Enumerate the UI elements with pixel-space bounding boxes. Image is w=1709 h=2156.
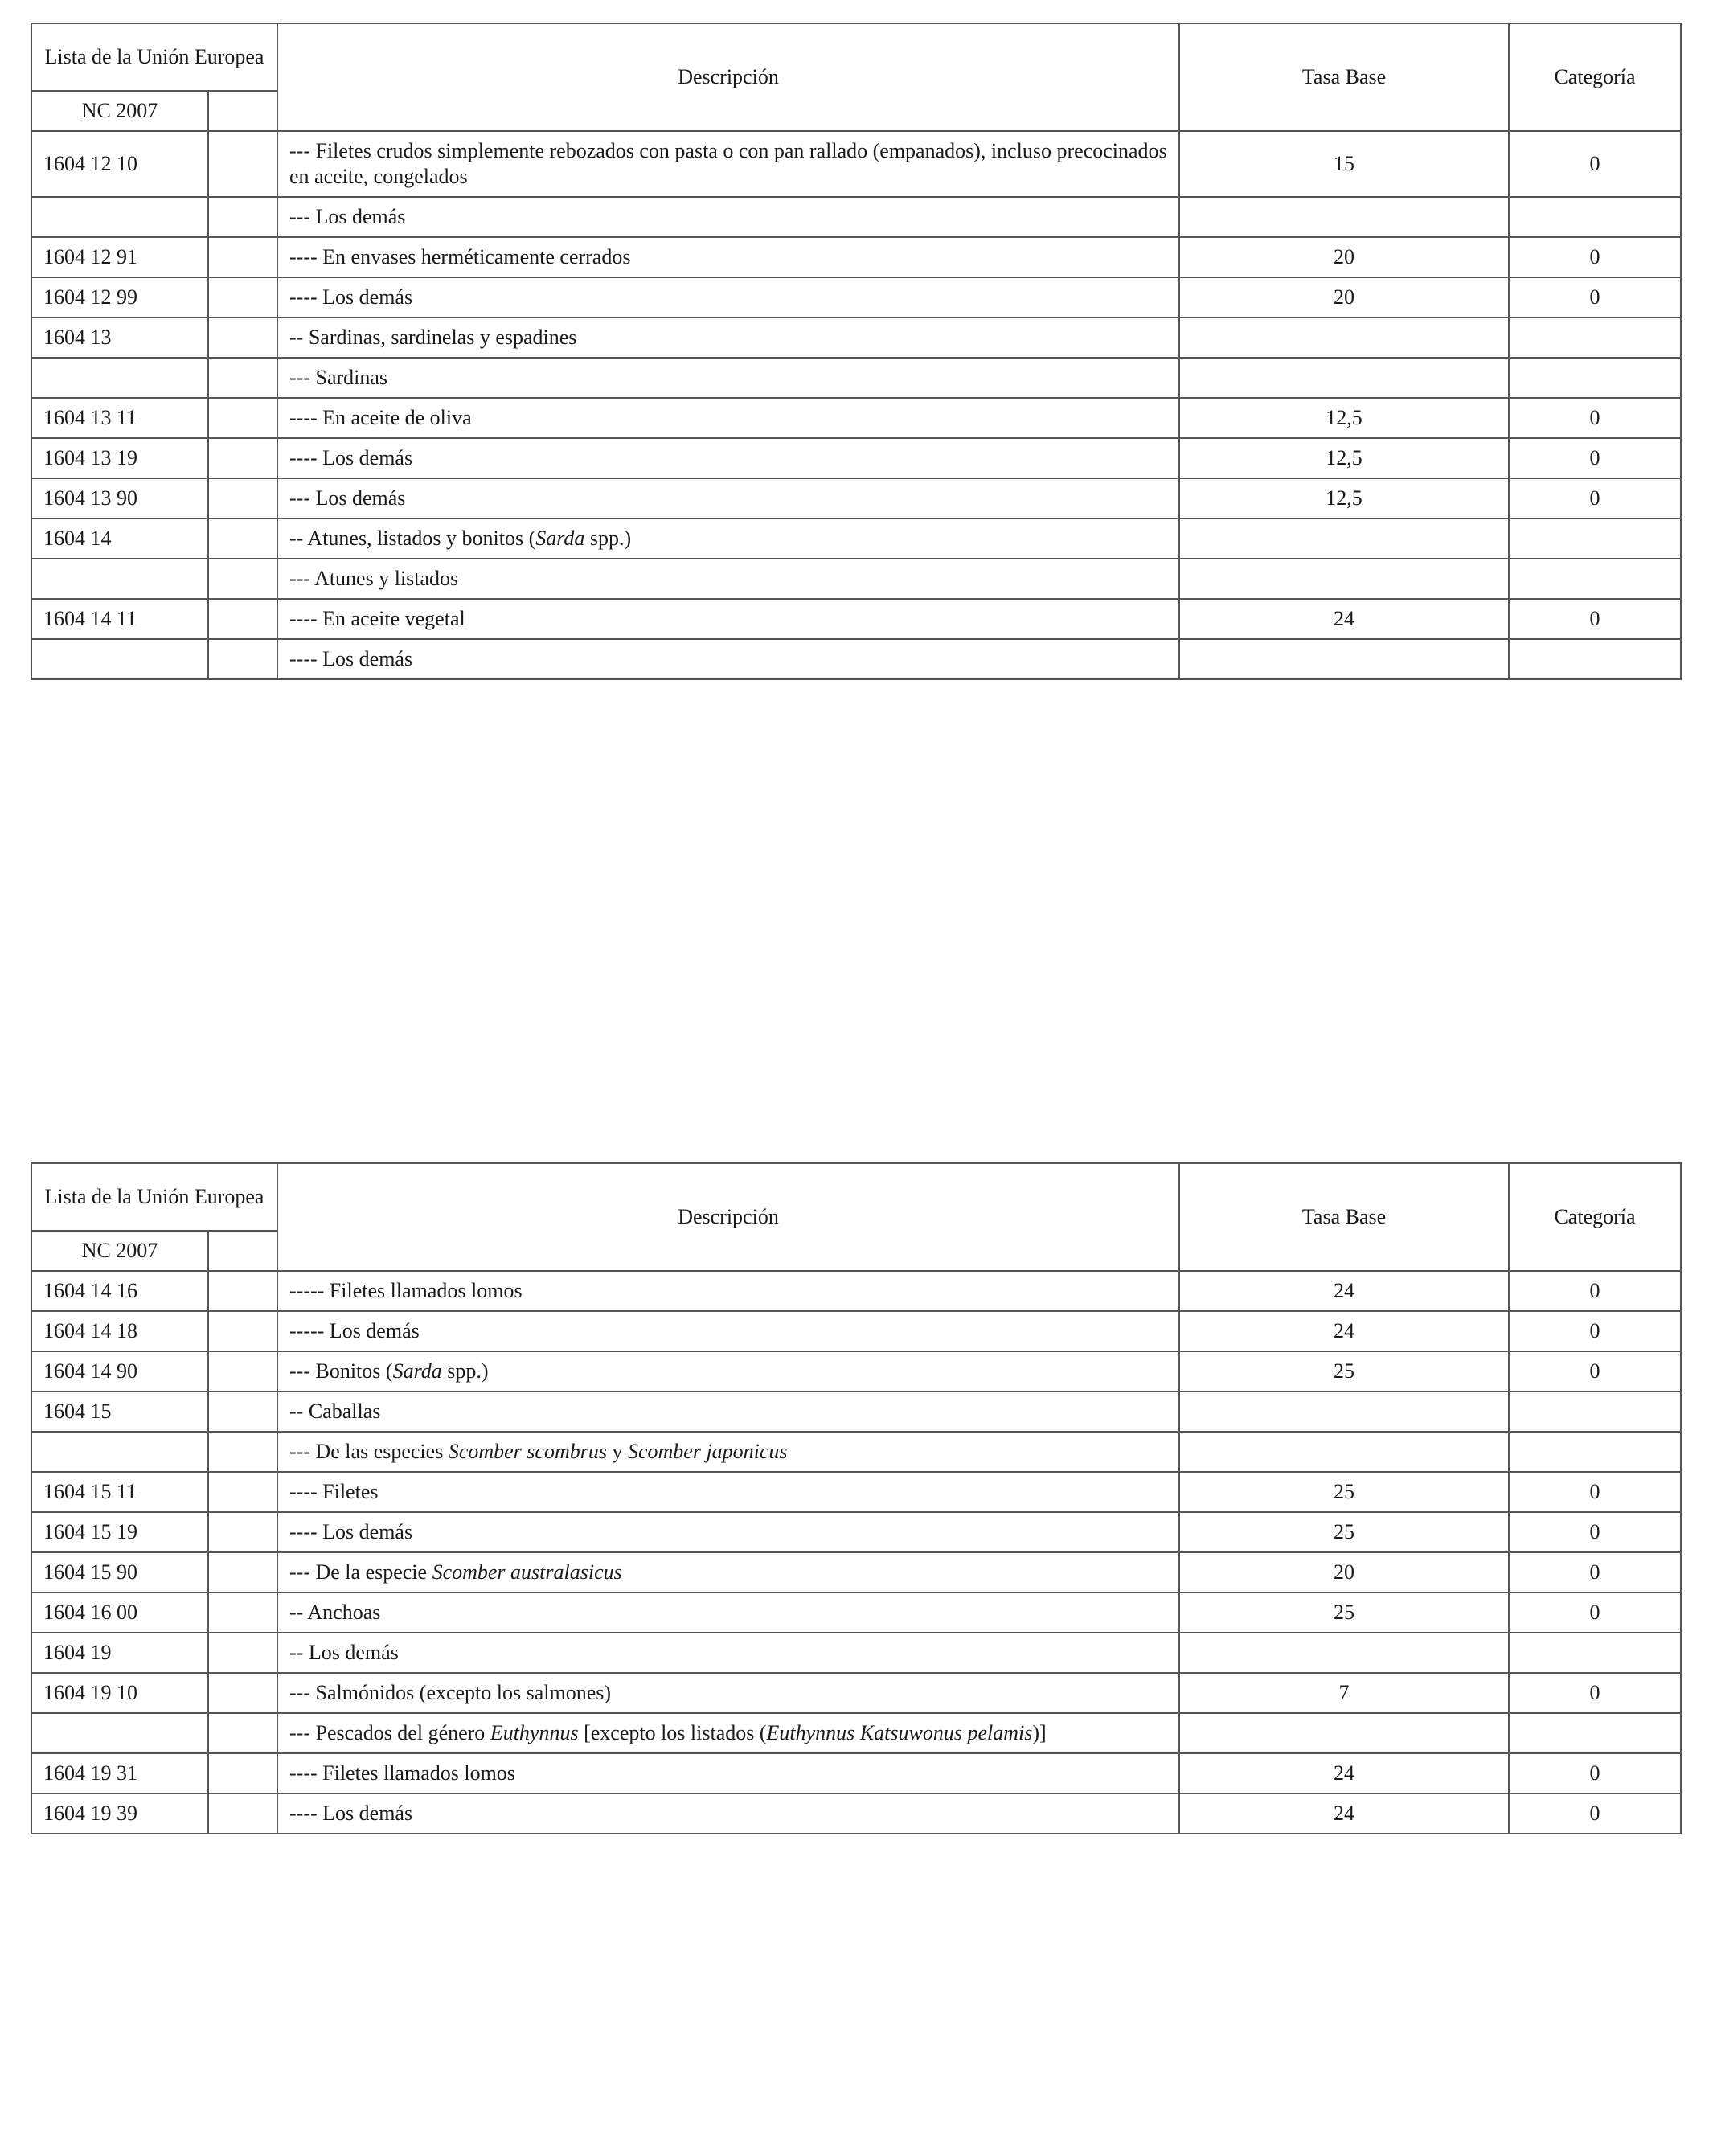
category-cell: 0 <box>1509 277 1681 318</box>
nc-code-cell <box>31 639 208 679</box>
table-row <box>31 1713 1681 1753</box>
category-cell: 0 <box>1509 478 1681 519</box>
description-cell <box>277 1512 1179 1552</box>
category-cell: 0 <box>1509 1311 1681 1351</box>
description-text: spp.) <box>584 527 632 550</box>
description-text: ---- Los demás <box>289 1520 413 1543</box>
table-row <box>31 1633 1681 1673</box>
nc-code-cell: 1604 13 <box>31 318 208 358</box>
sub-code-cell <box>208 559 277 599</box>
description-italic-text: Scomber japonicus <box>627 1440 788 1463</box>
description-cell <box>277 1753 1179 1793</box>
tariff-table-2-body <box>31 1163 1681 1834</box>
description-text: --- Bonitos ( <box>289 1359 393 1383</box>
nc-code-cell: 1604 14 <box>31 519 208 559</box>
nc-code-cell: 1604 13 90 <box>31 478 208 519</box>
description-italic-text: Euthynnus Katsuwonus pelamis <box>766 1721 1033 1744</box>
header-union-list: Lista de la Unión Europea <box>31 1163 277 1231</box>
description-text: ---- Los demás <box>289 446 413 469</box>
nc-code-cell: 1604 19 31 <box>31 1753 208 1793</box>
nc-code-cell: 1604 15 19 <box>31 1512 208 1552</box>
table-row <box>31 639 1681 679</box>
base-rate-cell: 24 <box>1179 1311 1509 1351</box>
description-text: )] <box>1032 1721 1047 1744</box>
category-cell: 0 <box>1509 1753 1681 1793</box>
header-category: Categoría <box>1509 23 1681 131</box>
sub-code-cell <box>208 519 277 559</box>
nc-code-cell: 1604 14 16 <box>31 1271 208 1311</box>
description-cell <box>277 438 1179 478</box>
table-row <box>31 398 1681 438</box>
description-text: --- Filetes crudos simplemente rebozados con pasta o con pan rallado (empanados), incluso precocinados en aceite, congelados <box>289 139 1167 188</box>
base-rate-cell <box>1179 1633 1509 1673</box>
nc-code-cell: 1604 13 19 <box>31 438 208 478</box>
base-rate-cell: 12,5 <box>1179 398 1509 438</box>
description-cell <box>277 639 1179 679</box>
nc-code-cell <box>31 197 208 237</box>
description-italic-text: Scomber australasicus <box>432 1560 622 1584</box>
base-rate-cell <box>1179 519 1509 559</box>
category-cell <box>1509 1633 1681 1673</box>
nc-code-cell: 1604 14 18 <box>31 1311 208 1351</box>
description-cell <box>277 1311 1179 1351</box>
nc-code-cell <box>31 358 208 398</box>
base-rate-cell: 25 <box>1179 1472 1509 1512</box>
table-row <box>31 131 1681 197</box>
nc-code-cell: 1604 12 99 <box>31 277 208 318</box>
header-blank-cell <box>208 91 277 131</box>
description-cell <box>277 1793 1179 1834</box>
category-cell <box>1509 358 1681 398</box>
category-cell: 0 <box>1509 237 1681 277</box>
nc-code-cell: 1604 19 39 <box>31 1793 208 1834</box>
category-cell <box>1509 519 1681 559</box>
sub-code-cell <box>208 1351 277 1392</box>
description-text: ----- Los demás <box>289 1319 420 1342</box>
header-row <box>31 1163 1681 1231</box>
category-cell <box>1509 639 1681 679</box>
category-cell: 0 <box>1509 1592 1681 1633</box>
table-row <box>31 1311 1681 1351</box>
category-cell: 0 <box>1509 398 1681 438</box>
sub-code-cell <box>208 1432 277 1472</box>
description-cell <box>277 478 1179 519</box>
description-text: -- Anchoas <box>289 1601 381 1624</box>
table-row <box>31 318 1681 358</box>
header-blank-cell <box>208 1231 277 1271</box>
description-text: -- Sardinas, sardinelas y espadines <box>289 326 577 349</box>
description-cell <box>277 599 1179 639</box>
table-row <box>31 1793 1681 1834</box>
description-italic-text: Scomber scombrus <box>448 1440 607 1463</box>
description-italic-text: Euthynnus <box>490 1721 579 1744</box>
description-text: ---- En aceite vegetal <box>289 607 465 630</box>
description-cell <box>277 1713 1179 1753</box>
sub-code-cell <box>208 277 277 318</box>
nc-code-cell <box>31 1713 208 1753</box>
base-rate-cell: 15 <box>1179 131 1509 197</box>
description-text: --- De la especie <box>289 1560 432 1584</box>
base-rate-cell <box>1179 559 1509 599</box>
nc-code-cell <box>31 559 208 599</box>
nc-code-cell: 1604 15 90 <box>31 1552 208 1592</box>
description-text: ---- Filetes <box>289 1480 379 1503</box>
description-text: ---- Los demás <box>289 285 413 309</box>
description-cell <box>277 559 1179 599</box>
sub-code-cell <box>208 1713 277 1753</box>
category-cell: 0 <box>1509 1793 1681 1834</box>
sub-code-cell <box>208 197 277 237</box>
header-row <box>31 23 1681 91</box>
sub-code-cell <box>208 1472 277 1512</box>
description-cell <box>277 237 1179 277</box>
sub-code-cell <box>208 1552 277 1592</box>
description-cell <box>277 398 1179 438</box>
description-text: spp.) <box>441 1359 489 1383</box>
nc-code-cell: 1604 15 <box>31 1392 208 1432</box>
category-cell <box>1509 559 1681 599</box>
category-cell: 0 <box>1509 1512 1681 1552</box>
description-text: ---- En envases herméticamente cerrados <box>289 245 631 268</box>
base-rate-cell: 25 <box>1179 1351 1509 1392</box>
category-cell <box>1509 197 1681 237</box>
category-cell: 0 <box>1509 1673 1681 1713</box>
tariff-table-1-body <box>31 23 1681 679</box>
description-text: y <box>606 1440 628 1463</box>
table-row <box>31 1552 1681 1592</box>
header-nc-2007: NC 2007 <box>31 1231 208 1271</box>
description-cell <box>277 318 1179 358</box>
nc-code-cell: 1604 12 91 <box>31 237 208 277</box>
sub-code-cell <box>208 1673 277 1713</box>
base-rate-cell <box>1179 1713 1509 1753</box>
table-row <box>31 358 1681 398</box>
nc-code-cell: 1604 12 10 <box>31 131 208 197</box>
sub-code-cell <box>208 1392 277 1432</box>
sub-code-cell <box>208 398 277 438</box>
header-base-rate: Tasa Base <box>1179 23 1509 131</box>
base-rate-cell <box>1179 1432 1509 1472</box>
base-rate-cell: 7 <box>1179 1673 1509 1713</box>
sub-code-cell <box>208 1311 277 1351</box>
description-cell <box>277 1271 1179 1311</box>
description-text: ---- Los demás <box>289 647 413 670</box>
table-row <box>31 1673 1681 1713</box>
description-cell <box>277 1592 1179 1633</box>
table-row <box>31 277 1681 318</box>
table-row <box>31 1472 1681 1512</box>
description-text: --- Los demás <box>289 486 406 510</box>
base-rate-cell <box>1179 358 1509 398</box>
description-cell <box>277 519 1179 559</box>
description-text: -- Atunes, listados y bonitos ( <box>289 527 536 550</box>
table-row <box>31 1351 1681 1392</box>
table-row <box>31 237 1681 277</box>
description-text: --- Salmónidos (excepto los salmones) <box>289 1681 612 1704</box>
sub-code-cell <box>208 599 277 639</box>
base-rate-cell: 24 <box>1179 1271 1509 1311</box>
category-cell <box>1509 1392 1681 1432</box>
base-rate-cell: 20 <box>1179 277 1509 318</box>
description-cell <box>277 1673 1179 1713</box>
nc-code-cell: 1604 13 11 <box>31 398 208 438</box>
sub-code-cell <box>208 131 277 197</box>
table-row <box>31 478 1681 519</box>
description-text: --- Pescados del género <box>289 1721 490 1744</box>
sub-code-cell <box>208 1592 277 1633</box>
sub-code-cell <box>208 1512 277 1552</box>
table-row <box>31 197 1681 237</box>
tariff-table-1 <box>31 23 1682 680</box>
description-cell <box>277 1472 1179 1512</box>
nc-code-cell: 1604 16 00 <box>31 1592 208 1633</box>
nc-code-cell: 1604 15 11 <box>31 1472 208 1512</box>
nc-code-cell: 1604 19 <box>31 1633 208 1673</box>
description-italic-text: Sarda <box>392 1359 442 1383</box>
description-italic-text: Sarda <box>535 527 585 550</box>
description-cell <box>277 131 1179 197</box>
header-category: Categoría <box>1509 1163 1681 1271</box>
description-text: ---- Filetes llamados lomos <box>289 1761 515 1785</box>
description-cell <box>277 1351 1179 1392</box>
sub-code-cell <box>208 478 277 519</box>
base-rate-cell: 12,5 <box>1179 438 1509 478</box>
table-row <box>31 1592 1681 1633</box>
sub-code-cell <box>208 1271 277 1311</box>
sub-code-cell <box>208 318 277 358</box>
table-row <box>31 1432 1681 1472</box>
category-cell <box>1509 1713 1681 1753</box>
table-row <box>31 1753 1681 1793</box>
base-rate-cell: 25 <box>1179 1592 1509 1633</box>
base-rate-cell: 20 <box>1179 1552 1509 1592</box>
description-cell <box>277 197 1179 237</box>
category-cell: 0 <box>1509 1552 1681 1592</box>
sub-code-cell <box>208 237 277 277</box>
description-text: -- Caballas <box>289 1400 381 1423</box>
header-description: Descripción <box>277 1163 1179 1271</box>
description-cell <box>277 1392 1179 1432</box>
description-cell <box>277 1432 1179 1472</box>
sub-code-cell <box>208 639 277 679</box>
sub-code-cell <box>208 358 277 398</box>
category-cell: 0 <box>1509 438 1681 478</box>
table-row <box>31 599 1681 639</box>
tariff-table-2 <box>31 1162 1682 1834</box>
description-text: [excepto los listados ( <box>578 1721 767 1744</box>
description-text: ----- Filetes llamados lomos <box>289 1279 523 1302</box>
nc-code-cell: 1604 19 10 <box>31 1673 208 1713</box>
base-rate-cell: 24 <box>1179 1793 1509 1834</box>
header-base-rate: Tasa Base <box>1179 1163 1509 1271</box>
base-rate-cell: 12,5 <box>1179 478 1509 519</box>
nc-code-cell: 1604 14 90 <box>31 1351 208 1392</box>
description-text: --- Atunes y listados <box>289 567 459 590</box>
base-rate-cell: 24 <box>1179 599 1509 639</box>
sub-code-cell <box>208 438 277 478</box>
base-rate-cell: 24 <box>1179 1753 1509 1793</box>
base-rate-cell <box>1179 318 1509 358</box>
header-description: Descripción <box>277 23 1179 131</box>
description-cell <box>277 277 1179 318</box>
header-union-list: Lista de la Unión Europea <box>31 23 277 91</box>
description-text: -- Los demás <box>289 1641 399 1664</box>
table-row <box>31 519 1681 559</box>
table-row <box>31 1392 1681 1432</box>
category-cell <box>1509 318 1681 358</box>
sub-code-cell <box>208 1793 277 1834</box>
description-text: --- Sardinas <box>289 366 388 389</box>
category-cell: 0 <box>1509 1271 1681 1311</box>
base-rate-cell: 20 <box>1179 237 1509 277</box>
base-rate-cell <box>1179 1392 1509 1432</box>
category-cell: 0 <box>1509 131 1681 197</box>
category-cell <box>1509 1432 1681 1472</box>
category-cell: 0 <box>1509 599 1681 639</box>
table-row <box>31 1512 1681 1552</box>
sub-code-cell <box>208 1633 277 1673</box>
base-rate-cell: 25 <box>1179 1512 1509 1552</box>
base-rate-cell <box>1179 639 1509 679</box>
header-nc-2007: NC 2007 <box>31 91 208 131</box>
description-text: --- De las especies <box>289 1440 449 1463</box>
table-row <box>31 559 1681 599</box>
category-cell: 0 <box>1509 1351 1681 1392</box>
description-cell <box>277 1552 1179 1592</box>
table-row <box>31 438 1681 478</box>
description-cell <box>277 358 1179 398</box>
description-text: --- Los demás <box>289 205 406 228</box>
description-text: ---- Los demás <box>289 1801 413 1825</box>
description-text: ---- En aceite de oliva <box>289 406 472 429</box>
base-rate-cell <box>1179 197 1509 237</box>
table-row <box>31 1271 1681 1311</box>
sub-code-cell <box>208 1753 277 1793</box>
nc-code-cell: 1604 14 11 <box>31 599 208 639</box>
nc-code-cell <box>31 1432 208 1472</box>
description-cell <box>277 1633 1179 1673</box>
category-cell: 0 <box>1509 1472 1681 1512</box>
